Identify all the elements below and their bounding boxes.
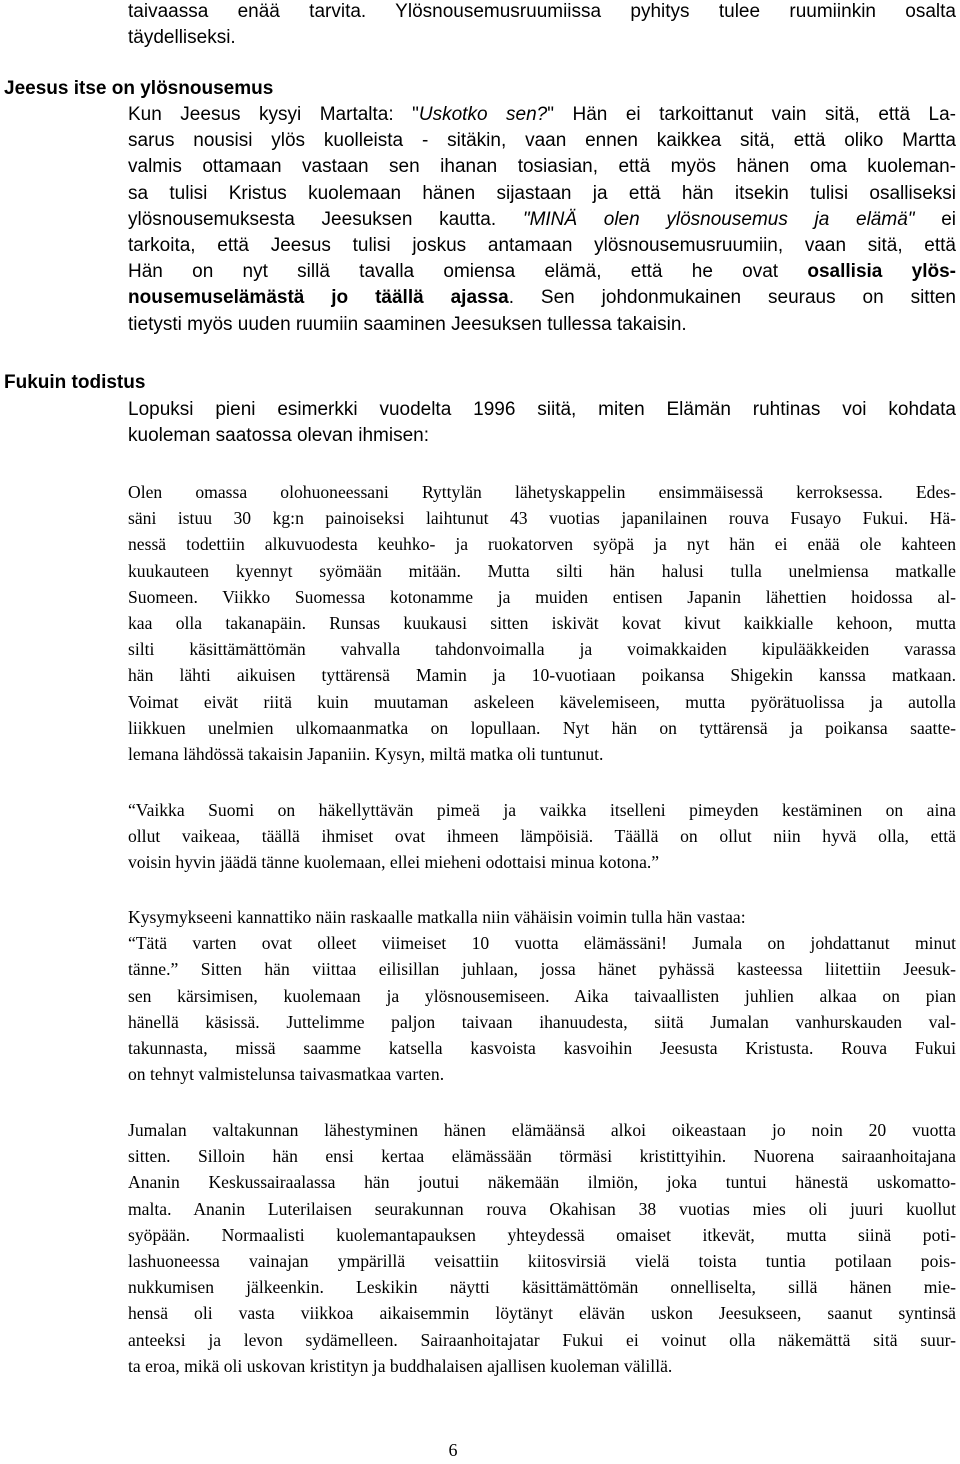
- text-line: lashuoneessa vainajan ympärillä veisattiin kiitosvirsiä vielä toista tuntia potilaan pois-: [128, 1251, 956, 1272]
- text-line: silti käsittämättömän vahvalla tahdonvoimalla ja voimakkaiden kipulääkkeiden varassa: [128, 639, 956, 660]
- text-line: [128, 259, 956, 285]
- bold-text: nousemuselämästä jo täällä ajassa: [128, 287, 509, 309]
- story-paragraph-4: [128, 1117, 956, 1379]
- text-line: sitten. Silloin hän ensi kertaa elämässään törmäsi kristittyihin. Nuorena sairaanhoitajana: [128, 1146, 956, 1167]
- story-paragraph-1: [128, 479, 956, 767]
- text-line: kuoleman saatossa olevan ihmisen:: [128, 425, 430, 447]
- text-line: lemana lähdössä takaisin Japaniin. Kysyn, miltä matka oli tuntunut.: [128, 744, 604, 765]
- italic-quote: "MINÄ olen ylösnousemus ja elämä": [522, 208, 915, 230]
- text-run: Hän on nyt sillä tavalla omiensa elämä, että he ovat: [128, 261, 808, 283]
- text-line: tarkoita, että Jeesus tulisi joskus antamaan ylösnousemusruumiin, vaan sitä, että: [128, 235, 956, 257]
- text-run: . Sen johdonmukainen seuraus on sitten: [508, 287, 957, 309]
- text-line: [128, 102, 956, 128]
- section1-paragraph: [128, 102, 956, 338]
- text-line: voisin hyvin jäädä tänne kuolemaan, ellei mieheni odottaisi minua kotona.”: [128, 852, 660, 873]
- text-line: hän lähti aikuisen tyttärensä Mamin ja 10-vuotiaan poikansa Shigekin kanssa matkaan.: [128, 665, 956, 686]
- text-line: “Vaikka Suomi on häkellyttävän pimeä ja vaikka itselleni pimeyden kestäminen on aina: [128, 800, 956, 820]
- text-line: kaa olla takanapäin. Runsas kuukausi sitten iskivät kovat kivut kaikkialle kehoon, mutta: [128, 613, 956, 634]
- text-line: on tehnyt valmistelunsa taivasmatkaa varten.: [128, 1064, 445, 1085]
- text-line: taivaassa enää tarvita. Ylösnousemusruumiissa pyhitys tulee ruumiinkin osalta: [128, 1, 956, 22]
- text-line: tietysti myös uuden ruumiin saaminen Jeesuksen tullessa takaisin.: [128, 313, 687, 335]
- text-line: tänne.” Sitten hän viittaa eilisillan juhlaan, jossa hänet pyhässä kasteessa liitettiin Jeesuk-: [128, 959, 956, 980]
- text-run: " Hän ei tarkoittanut vain sitä, että La-: [547, 104, 956, 125]
- section-heading-jeesus: Jeesus itse on ylösnousemus: [4, 78, 274, 99]
- text-line: takunnasta, missä saamme katsella kasvoista kasvoihin Jeesusta Kristusta. Rouva Fukui: [128, 1038, 956, 1059]
- text-run: ylösnousemuksesta Jeesuksen kautta.: [128, 208, 523, 230]
- text-line: Voimat eivät riitä kuin muutaman askeleen kävelemiseen, mutta pyörätuolissa ja autolla: [128, 691, 956, 712]
- text-line: [128, 285, 956, 311]
- text-line: Kysymykseeni kannattiko näin raskaalle matkalla niin vähäisin voimin tulla hän vastaa:: [128, 907, 746, 927]
- text-line: Suomeen. Viikko Suomessa kotonamme ja muiden entisen Japanin lähettien hoidossa al-: [128, 586, 956, 607]
- text-line: hänellä käsissä. Juttelimme paljon taivaan ihanuudesta, siitä Jumalan vanhurskauden val-: [128, 1011, 956, 1032]
- text-line: Jumalan valtakunnan lähestyminen hänen elämäänsä alkoi oikeastaan jo noin 20 vuotta: [128, 1120, 956, 1140]
- text-line: Lopuksi pieni esimerkki vuodelta 1996 siitä, miten Elämän ruhtinas voi kohdata: [128, 399, 956, 420]
- text-line: säni istuu 30 kg:n painoiseksi laihtunut 43 vuotias japanilainen rouva Fusayo Fukui. Hä-: [128, 508, 956, 529]
- text-line: kuukauteen kyennyt syömään mitään. Mutta silti hän halusi tulla unelmiensa matkalle: [128, 560, 956, 581]
- section2-intro: [128, 397, 956, 449]
- story-paragraph-2: [128, 797, 956, 876]
- text-run: Kun Jeesus kysyi Martalta: ": [128, 104, 419, 125]
- top-paragraph: [128, 0, 956, 51]
- text-line: ollut vaikeaa, täällä ihmiset ovat ihmeen lämpöisiä. Täällä on ollut niin hyvä olla, että: [128, 826, 956, 847]
- text-line: sen kärsimisen, kuolemaan ja ylösnousemiseen. Aika taivaallisten juhlien alkaa on pian: [128, 985, 956, 1006]
- text-line: “Tätä varten ovat olleet viimeiset 10 vuotta elämässäni! Jumala on johdattanut minut: [128, 933, 956, 954]
- text-line: nessä todettiin alkuvuodesta keuhko- ja ruokatorven syöpä ja nyt hän ei enää ole kahteen: [128, 534, 956, 555]
- text-line: ta eroa, mikä oli uskovan kristityn ja buddhalaisen ajallisen kuoleman välillä.: [128, 1355, 673, 1376]
- text-run: ei: [914, 208, 956, 230]
- text-line: liikkuen unelmien ulkomaanmatka on lopullaan. Nyt hän on tyttärensä ja poikansa saatte-: [128, 717, 956, 738]
- text-line: [128, 207, 956, 233]
- text-line: anteeksi ja levon sydämelleen. Sairaanhoitajatar Fukui ei voinut olla näkemättä sitä suur-: [128, 1329, 956, 1350]
- story-paragraph-3: [128, 904, 956, 1087]
- text-line: syöpään. Normaalisti kuolemantapauksen yhteydessä omaiset itkevät, mutta siinä poti-: [128, 1224, 956, 1245]
- italic-quote: Uskotko sen?: [418, 104, 548, 125]
- bold-text: osallisia ylös-: [807, 261, 956, 283]
- text-line: nukkumisen jälkeenkin. Leskikin näytti käsittämättömän onnelliselta, sillä hänen mie-: [128, 1277, 956, 1298]
- text-line: sarus nousisi ylös kuolleista - sitäkin, vaan ennen kaikkea sitä, että oliko Martta: [128, 130, 956, 152]
- page-number: 6: [448, 1440, 458, 1460]
- text-line: Olen omassa olohuoneessani Ryttylän lähetyskappelin ensimmäisessä kerroksessa. Edes-: [128, 482, 956, 502]
- text-line: Ananin Keskussairaalassa hän joutui näkemään ilmiön, joka tuntui hänestä uskomatto-: [128, 1172, 956, 1193]
- section-heading-fukuin: Fukuin todistus: [4, 372, 146, 393]
- text-line: valmis ottamaan vastaan sen ihanan tosiasian, että myös hänen oma kuoleman-: [128, 156, 956, 178]
- text-line: hensä oli vasta viikkoa aikaisemmin löytänyt elävän uskon Jeesukseen, saanut syntinsä: [128, 1303, 956, 1324]
- text-line: sa tulisi Kristus kuolemaan hänen sijastaan ja että hän itsekin tulisi osalliseksi: [128, 182, 956, 204]
- text-line: malta. Ananin Luterilaisen seurakunnan rouva Okahisan 38 vuotias mies oli juuri kuollut: [128, 1198, 956, 1219]
- text-line: täydelliseksi.: [128, 27, 236, 49]
